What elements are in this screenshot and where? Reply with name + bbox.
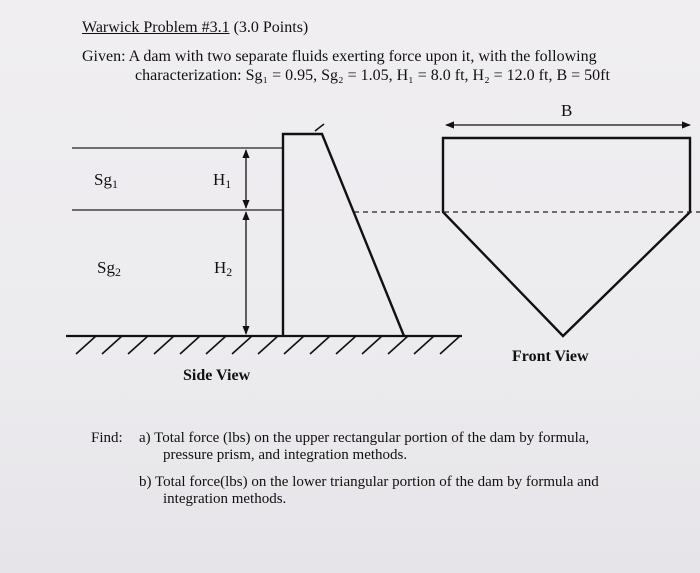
given-line-2: characterization: Sg₁ = 0.95, Sg₂ = 1.05, H₁ = 8.0 ft, H₂ = 12.0 ft, B = 50ft [135,67,610,84]
side-view-drawing [66,124,462,354]
h1-label: $H_1$ [213,170,232,191]
find-item-a-line1: a) Total force (lbs) on the upper rectangular portion of the dam by formula, [139,430,590,446]
front-view-caption: Front View [512,348,589,365]
dam-top-marker [315,124,324,131]
find-item-b-line1: b) Total force(lbs) on the lower triangular portion of the dam by formula and [139,474,599,490]
front-view-drawing [354,125,700,336]
given-line-1: Given: A dam with two separate fluids exerting force upon it, with the following [82,48,597,65]
side-view-caption: Side View [183,367,251,384]
sg1-label: $Sg_1$ [94,170,118,191]
width-b-label: B [561,101,573,120]
dam-cross-section [283,134,404,336]
find-item-b-line2: integration methods. [163,491,287,507]
h2-label: $H_2$ [214,258,233,279]
dam-front-outline [443,138,690,336]
problem-title-name: Warwick Problem #3.1 [82,19,230,36]
find-label: Find: [91,430,123,446]
find-item-a-line2: pressure prism, and integration methods. [163,447,408,463]
sg2-label: $Sg_2$ [97,258,121,279]
ground-hatching [76,336,460,354]
problem-title-points: (3.0 Points) [229,19,309,36]
